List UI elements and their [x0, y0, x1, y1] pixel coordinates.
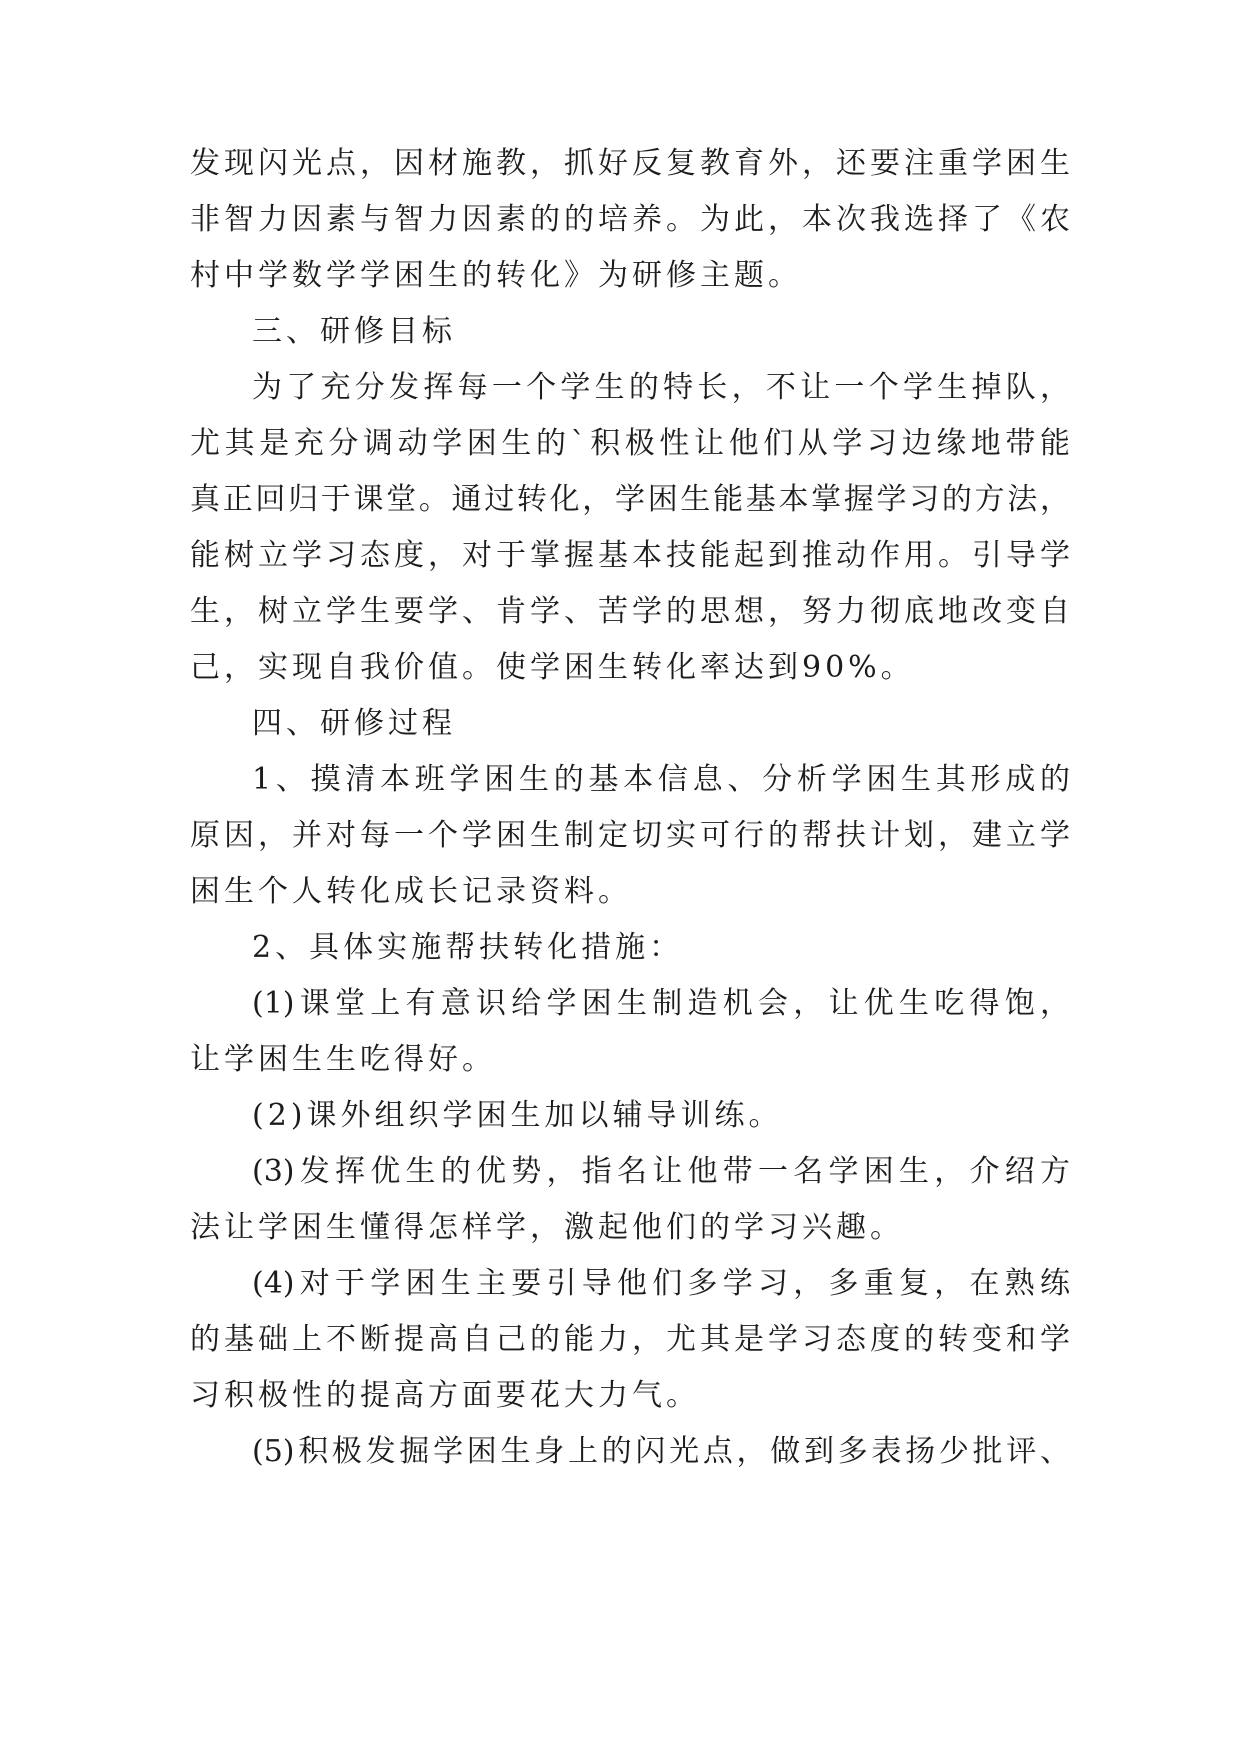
text-line: 发现闪光点，因材施教，抓好反复教育外，还要注重学困生: [190, 146, 1070, 181]
text-line: 1、摸清本班学困生的基本信息、分析学困生其形成的: [252, 762, 1070, 797]
text-line: 村中学数学学困生的转化》为研修主题。: [190, 258, 802, 293]
text-line: 为了充分发挥每一个学生的特长，不让一个学生掉队，: [252, 370, 1070, 405]
text-line: (5)积极发掘学困生身上的闪光点，做到多表扬少批评、: [252, 1434, 1070, 1469]
text-line: 原因，并对每一个学困生制定切实可行的帮扶计划，建立学: [190, 818, 1070, 853]
text-line: 让学困生生吃得好。: [190, 1042, 496, 1077]
text-line: 生，树立学生要学、肯学、苦学的思想，努力彻底地改变自: [190, 594, 1070, 629]
text-line: (4)对于学困生主要引导他们多学习，多重复，在熟练: [252, 1266, 1070, 1301]
text-line: (1)课堂上有意识给学困生制造机会，让优生吃得饱，: [252, 986, 1070, 1021]
section-heading: 四、研修过程: [252, 706, 456, 741]
text-line: 习积极性的提高方面要花大力气。: [190, 1378, 700, 1413]
text-line: 法让学困生懂得怎样学，激起他们的学习兴趣。: [190, 1210, 904, 1245]
text-line: 能树立学习态度，对于掌握基本技能起到推动作用。引导学: [190, 538, 1070, 573]
text-line: (3)发挥优生的优势，指名让他带一名学困生，介绍方: [252, 1154, 1070, 1189]
text-line: 非智力因素与智力因素的的培养。为此，本次我选择了《农: [190, 202, 1070, 237]
text-line: 真正回归于课堂。通过转化，学困生能基本掌握学习的方法，: [190, 482, 1070, 517]
text-line: 己，实现自我价值。使学困生转化率达到90%。: [190, 650, 915, 685]
text-line: 的基础上不断提高自己的能力，尤其是学习态度的转变和学: [190, 1322, 1070, 1357]
text-line: 2、具体实施帮扶转化措施：: [252, 930, 684, 965]
text-line: 困生个人转化成长记录资料。: [190, 874, 632, 909]
text-line: 尤其是充分调动学困生的`积极性让他们从学习边缘地带能: [190, 426, 1070, 461]
text-line: (2)课外组织学困生加以辅导训练。: [252, 1098, 783, 1133]
section-heading: 三、研修目标: [252, 314, 456, 349]
